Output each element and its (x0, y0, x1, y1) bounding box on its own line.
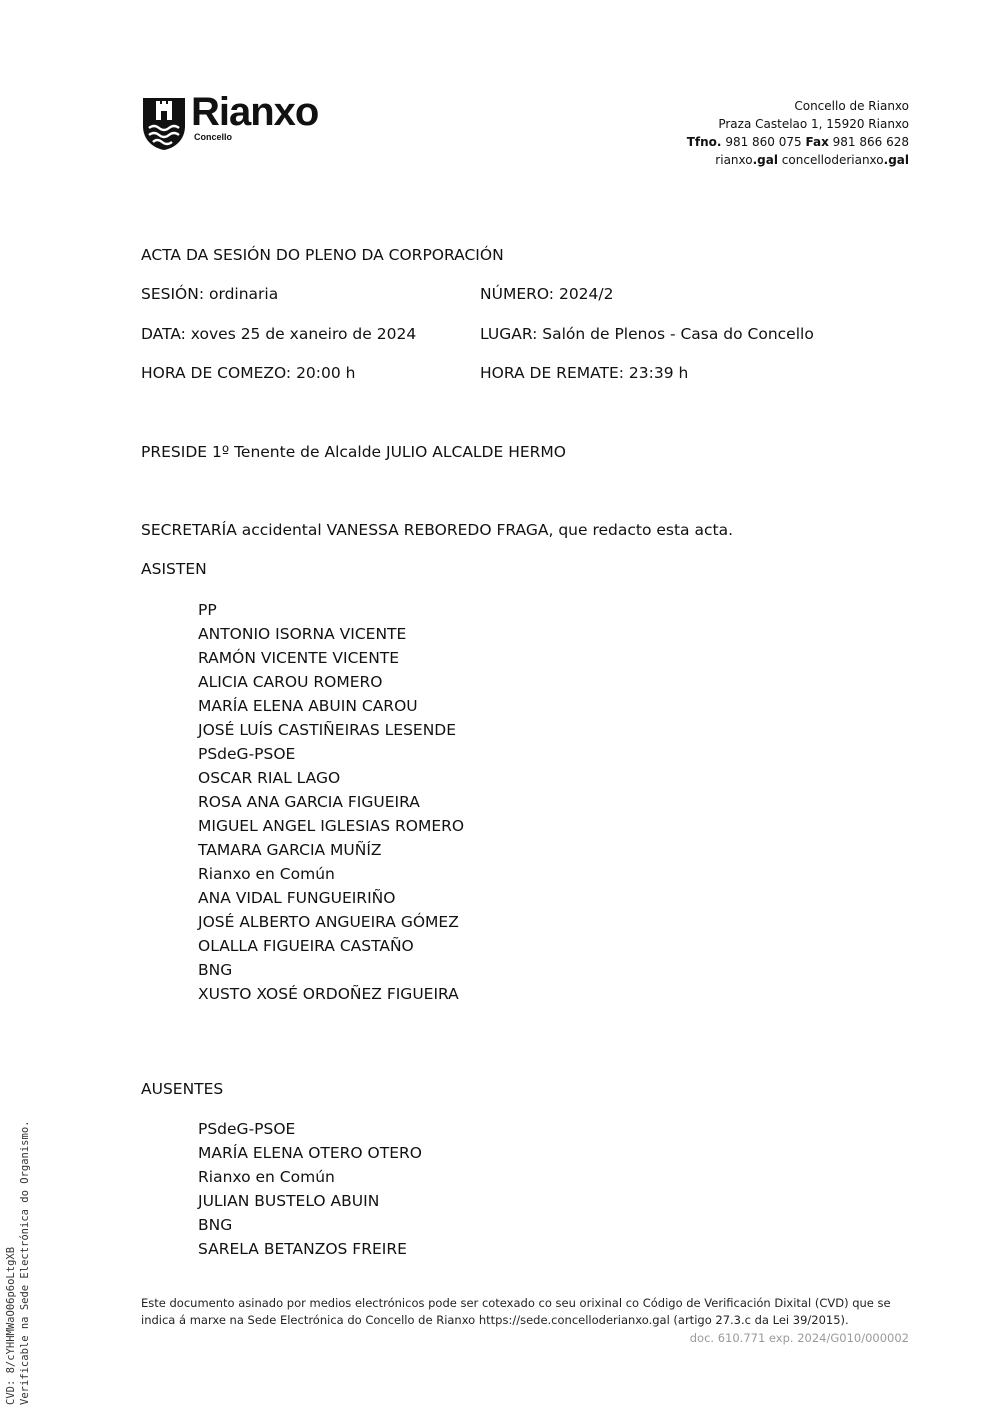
tel-label: Tfno. (686, 135, 722, 149)
list-item: ALICIA CAROU ROMERO (198, 673, 383, 691)
address-street: Praza Castelao 1, 15920 Rianxo (718, 117, 909, 131)
fax-number: 981 866 628 (832, 135, 909, 149)
list-item: XUSTO XOSÉ ORDOÑEZ FIGUEIRA (198, 985, 459, 1003)
cvd-code: CVD: 8/cYHHMWaO06p6oLtgXB (5, 1246, 17, 1405)
side-verification-text (4, 1121, 32, 1405)
list-item: Rianxo en Común (198, 1168, 335, 1186)
list-item: JOSÉ LUÍS CASTIÑEIRAS LESENDE (198, 721, 457, 739)
document-reference: doc. 610.771 exp. 2024/G010/000002 (689, 1331, 909, 1345)
list-item: OLALLA FIGUEIRA CASTAÑO (198, 937, 414, 955)
list-item: PP (198, 601, 217, 619)
logo-wordmark: Rianxo (191, 90, 319, 134)
list-item: JULIAN BUSTELO ABUIN (198, 1192, 380, 1210)
secretary-line: SECRETARÍA accidental VANESSA REBOREDO FRAGA, que redacto esta acta. (141, 521, 733, 539)
session-number: NÚMERO: 2024/2 (480, 285, 614, 303)
list-item: BNG (198, 1216, 233, 1234)
list-item: ANA VIDAL FUNGUEIRIÑO (198, 889, 396, 907)
web2-suffix[interactable]: .gal (883, 153, 909, 167)
address-org: Concello de Rianxo (794, 99, 909, 113)
list-item: ROSA ANA GARCIA FIGUEIRA (198, 793, 420, 811)
attendees-list (198, 598, 464, 1006)
attendees-heading: ASISTEN (141, 560, 207, 578)
list-item: ANTONIO ISORNA VICENTE (198, 625, 407, 643)
list-item: MARÍA ELENA ABUIN CAROU (198, 697, 418, 715)
absentees-heading: AUSENTES (141, 1080, 224, 1098)
fax-label: Fax (805, 135, 829, 149)
end-time: HORA DE REMATE: 23:39 h (480, 364, 689, 382)
session-place: LUGAR: Salón de Plenos - Casa do Concello (480, 325, 814, 343)
list-item: BNG (198, 961, 233, 979)
session-date: DATA: xoves 25 de xaneiro de 2024 (141, 325, 417, 343)
logo-subtitle: Concello (194, 132, 233, 142)
session-type: SESIÓN: ordinaria (141, 285, 279, 303)
address-phones (687, 133, 909, 151)
web1-suffix[interactable]: .gal (752, 153, 778, 167)
list-item: MARÍA ELENA OTERO OTERO (198, 1144, 422, 1162)
address-block (687, 97, 909, 169)
list-item: MIGUEL ANGEL IGLESIAS ROMERO (198, 817, 465, 835)
tel-number: 981 860 075 (725, 135, 802, 149)
list-item: PSdeG-PSOE (198, 1120, 296, 1138)
presides-line: PRESIDE 1º Tenente de Alcalde JULIO ALCALDE HERMO (141, 443, 567, 461)
list-item: RAMÓN VICENTE VICENTE (198, 649, 400, 667)
list-item: SARELA BETANZOS FREIRE (198, 1240, 407, 1258)
list-item: OSCAR RIAL LAGO (198, 769, 341, 787)
concello-logo (141, 90, 351, 152)
address-webs (687, 151, 909, 169)
verify-notice: Verificable na Sede Electrónica do Organismo. (19, 1120, 31, 1405)
list-item: Rianxo en Común (198, 865, 335, 883)
absentees-list (198, 1117, 422, 1261)
list-item: TAMARA GARCIA MUÑÍZ (198, 841, 382, 859)
list-item: JOSÉ ALBERTO ANGUEIRA GÓMEZ (198, 913, 459, 931)
minutes-title: ACTA DA SESIÓN DO PLENO DA CORPORACIÓN (141, 246, 504, 264)
list-item: PSdeG-PSOE (198, 745, 296, 763)
start-time: HORA DE COMEZO: 20:00 h (141, 364, 356, 382)
web2-prefix[interactable]: concelloderianxo (781, 153, 884, 167)
rianxo-shield-icon (141, 96, 187, 152)
web1-prefix[interactable]: rianxo (715, 153, 753, 167)
verification-notice: Este documento asinado por medios electrónicos pode ser cotexado co seu orixinal co Código de Verificación Dixital (CVD) que se indica á marxe na Sede Electrónica do Concello de Rianxo https://sede.concelloderianxo.gal (artigo 27.3.c da Lei 39/2015). (141, 1296, 891, 1327)
